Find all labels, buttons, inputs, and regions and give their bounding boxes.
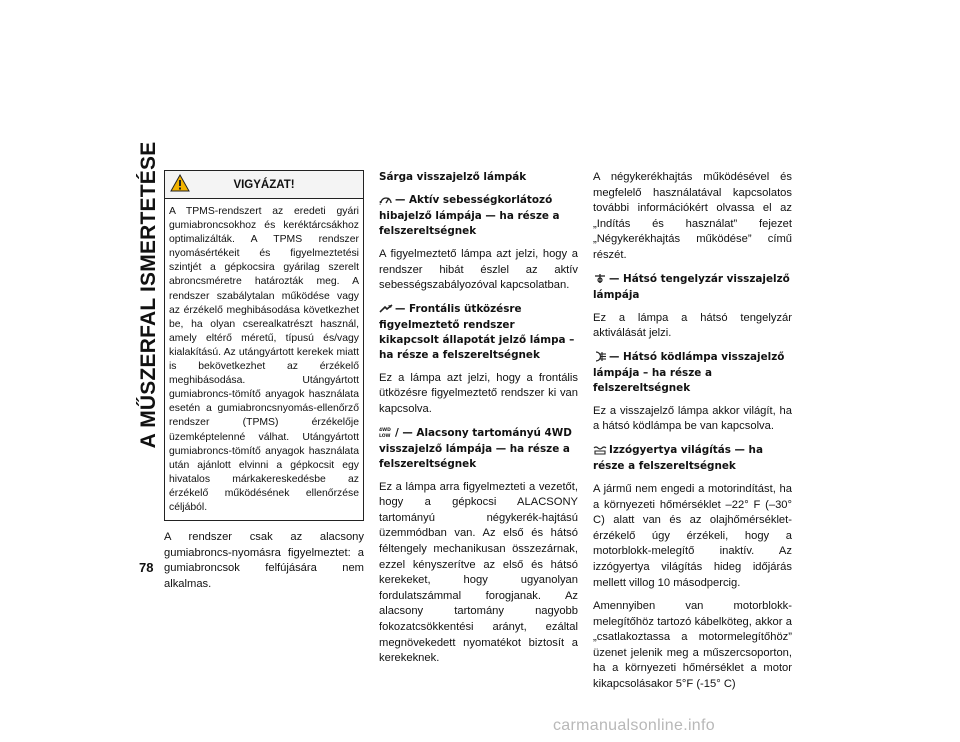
item-text: Ez a lámpa a hátsó tengelyzár aktiválását jelzi. xyxy=(593,311,792,340)
item-text: A figyelmeztető lámpa azt jelzi, hogy a rendszer hibát észlel az aktív sebességszabályozóval kapcsolatban. xyxy=(379,248,578,292)
column-3 xyxy=(593,170,792,701)
svg-text:!: ! xyxy=(379,201,382,205)
item-heading xyxy=(593,272,792,303)
item-heading-text: / — Alacsony tartományú 4WD visszajelző lámpája — ha része a felszereltségnek xyxy=(379,426,572,470)
column-2 xyxy=(379,170,578,675)
column-1 xyxy=(164,170,364,600)
svg-text:4WD: 4WD xyxy=(379,427,391,433)
item-heading-text: — Aktív sebességkorlátozó hibajelző lámpája — ha része a felszereltségnek xyxy=(379,194,560,237)
item-text: Ez a lámpa arra figyelmezteti a vezetőt, hogy a gépkocsi ALACSONY tartományú négykerék-hajtású üzemmódban van. Az első és hátsó féltengely mechanikusan összezárnak, ezzel kényszerítve az első és hátsó kerekeket, hogy ugyanolyan fordulatszámmal forogjanak. Az alacsony tartomány nagyobb fokozatcsökkentési arányt, ezáltal megnövekedett nyomatékot biztosít a kerekeknek. xyxy=(379,480,578,665)
speed-limiter-warning-icon xyxy=(379,194,393,209)
item-heading xyxy=(379,426,578,472)
side-chapter-title-text: A MŰSZERFAL ISMERTETÉSE xyxy=(137,141,160,448)
forward-collision-off-icon xyxy=(379,303,393,318)
4wd-low-icon xyxy=(379,426,393,442)
warning-box xyxy=(164,170,364,521)
warning-text: A TPMS-rendszert az eredeti gyári gumiabroncsokhoz és keréktárcsákhoz optimalizálták. A TPMS rendszer nyomásértékeit és figyelmeztetési szintjét a gépkocsira gyárilag szerelt abroncsméretre határozták meg. A rendszer szabálytalan működése vagy az érzékelő meghibásodása következhet be, ha olyan cserealkatrészt használ, amely eltérő méretű, típusú és/vagy kialakítású. Az utángyártott kerekek miatt is bekövetkezhet az érzékelő meghibásodása. Utángyártott gumiabroncs-tömítő anyagok használata esetén a gumiabroncsnyomás-ellenőrző rendszer (TPMS) érzékelője üzemképtelenné válhat. Utángyártott gumiabroncs-tömítő anyagok használata után ajánlott elvinni a gépkocsit egy hivatalos márkakereskedésbe az érzékelő működésének ellenőrzése céljából. xyxy=(169,206,359,513)
item-heading xyxy=(379,193,578,239)
section-heading: Sárga visszajelző lámpák xyxy=(379,171,527,183)
glow-plug-icon xyxy=(593,444,607,459)
rear-fog-lamp-icon xyxy=(593,351,607,366)
paragraph: A rendszer csak az alacsony gumiabroncs-nyomásra figyelmeztet: a gumiabroncsok felfújására nem alkalmas. xyxy=(164,531,364,590)
warning-title: VIGYÁZAT! xyxy=(233,179,295,191)
side-chapter-title xyxy=(136,141,162,448)
svg-text:LOW: LOW xyxy=(379,433,391,438)
item-text: Ez a lámpa azt jelzi, hogy a frontális ütközésre figyelmeztető rendszer ki van kapcsolva. xyxy=(379,371,578,415)
item-text: A jármű nem engedi a motorindítást, ha a környezeti hőmérséklet –22° F (–30° C) alatt van és az olajhőmérséklet-érzékelő úgy érzékeli, hogy a motorblokk-melegítő inaktív. Az izzógyertya világítás hideg időjárás mellett villog 10 másodpercig. xyxy=(593,482,792,589)
item-heading-text: — Hátsó ködlámpa visszajelző lámpája – ha része a felszereltségnek xyxy=(593,350,785,394)
item-heading xyxy=(379,302,578,363)
item-heading-text: — Frontális ütközésre figyelmeztető rendszer kikapcsolt állapotát jelző lámpa – ha része a felszereltségnek xyxy=(379,302,575,361)
warning-header xyxy=(165,171,363,199)
item-heading-text: — Hátsó tengelyzár visszajelző lámpája xyxy=(593,272,790,301)
rear-axle-lock-icon xyxy=(593,273,607,288)
page-number: 78 xyxy=(139,560,154,575)
item-heading-text: Izzógyertya világítás — ha része a felszereltségnek xyxy=(593,443,763,472)
watermark: carmanualsonline.info xyxy=(553,717,715,734)
closing-paragraph: Amennyiben van motorblokk-melegítőhöz tartozó kábelköteg, akkor a „csatlakoztassa a motormelegítőhöz” üzenet jelenik meg a műszercsoporton, ha a környezeti hőmérséklet a motor kikapcsolásakor 5°F (-15° C) xyxy=(593,600,792,691)
item-heading xyxy=(593,443,792,474)
item-text: Ez a visszajelző lámpa akkor világít, ha a hátsó ködlámpa be van kapcsolva. xyxy=(593,404,792,433)
item-heading xyxy=(593,350,792,396)
intro-paragraph: A négykerékhajtás működésével és megfelelő használatával kapcsolatos további információkért olvassa el az „Indítás és használat” fejezet „Négykerékhajtás működése” című részét. xyxy=(593,171,792,261)
